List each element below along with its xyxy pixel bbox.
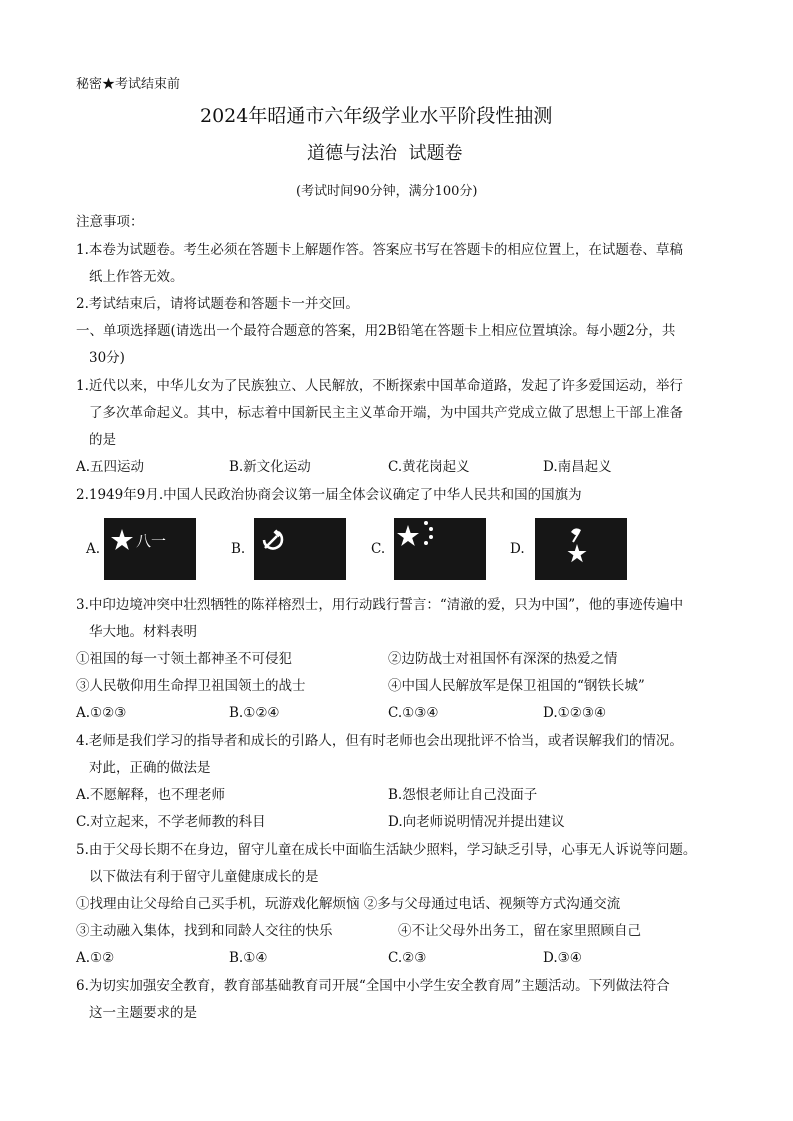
q5-statement-4: ④不让父母外出务工，留在家里照顾自己	[398, 923, 641, 939]
q4-option-b: B.怨恨老师让自己没面子	[388, 787, 538, 803]
q5-option-b: B.①④	[229, 950, 268, 966]
q5-statement-1-2: ①找理由让父母给自己买手机，玩游戏化解烦恼 ②多与父母通过电话、视频等方式沟通交流	[76, 896, 621, 912]
section-1-line-1: 一、单项选择题(请选出一个最符合题意的答案，用2B铅笔在答题卡上相应位置填涂。每小题2分，共	[76, 323, 676, 339]
q2-flag-a-text: 八一	[136, 532, 167, 550]
q2-flag-b-label: B.	[231, 541, 246, 557]
note-1-line-2: 纸上作答无效。	[89, 269, 184, 285]
q1-option-a: A.五四运动	[76, 459, 145, 475]
section-1-line-2: 30分)	[89, 350, 125, 366]
q3-statement-1: ①祖国的每一寸领土都神圣不可侵犯	[76, 651, 292, 667]
q1-line-2: 了多次革命起义。其中，标志着中国新民主主义革命开端，为中国共产党成立做了思想上干部上准备	[89, 405, 683, 421]
q3-option-a: A.①②③	[76, 705, 127, 721]
q4-option-c: C.对立起来，不学老师教的科目	[76, 814, 266, 830]
q4-line-1: 4.老师是我们学习的指导者和成长的引路人，但有时老师也会出现批评不恰当，或者误解我们的情况。	[76, 733, 683, 749]
q1-option-d: D.南昌起义	[543, 459, 612, 475]
q5-statement-3: ③主动融入集体，找到和同龄人交往的快乐	[76, 923, 333, 939]
q6-line-1: 6.为切实加强安全教育，教育部基础教育司开展“全国中小学生安全教育周”主题活动。下列做法符合	[76, 978, 670, 994]
hammer-sickle-flag-icon	[254, 518, 346, 580]
q5-line-1: 5.由于父母长期不在身边，留守儿童在成长中面临生活缺少照料，学习缺乏引导，心事无人诉说等问题。	[76, 842, 697, 858]
q3-option-c: C.①③④	[388, 705, 439, 721]
q5-line-2: 以下做法有利于留守儿童健康成长的是	[89, 869, 319, 885]
five-star-flag-icon	[394, 518, 486, 580]
note-1-line-1: 1.本卷为试题卷。考生必须在答题卡上解题作答。答案应书写在答题卡的相应位置上，在试题卷、草稿	[76, 242, 683, 258]
star-emblem-flag-icon	[535, 518, 627, 580]
q3-line-2: 华大地。材料表明	[89, 624, 197, 640]
notes-heading: 注意事项：	[76, 214, 144, 230]
q3-statement-2: ②边防战士对祖国怀有深深的热爱之情	[388, 651, 618, 667]
q1-line-1: 1.近代以来，中华儿女为了民族独立、人民解放，不断探索中国革命道路，发起了许多爱国运动，举行	[76, 378, 683, 394]
q4-option-a: A.不愿解释，也不理老师	[76, 787, 226, 803]
q5-option-a: A.①②	[76, 950, 115, 966]
exam-time-note: (考试时间90分钟，满分100分)	[296, 184, 478, 199]
q3-statement-3: ③人民敬仰用生命捍卫祖国领土的战士	[76, 678, 306, 694]
q4-option-d: D.向老师说明情况并提出建议	[388, 814, 565, 830]
q3-statement-4: ④中国人民解放军是保卫祖国的“钢铁长城”	[388, 678, 645, 694]
q1-line-3: 的是	[89, 432, 116, 448]
q1-option-c: C.黄花岗起义	[388, 459, 470, 475]
q3-option-b: B.①②④	[229, 705, 280, 721]
note-2: 2.考试结束后，请将试题卷和答题卡一并交回。	[76, 296, 359, 312]
q2-flag-c-label: C.	[371, 541, 386, 557]
q5-option-d: D.③④	[543, 950, 582, 966]
q1-option-b: B.新文化运动	[229, 459, 311, 475]
q5-option-c: C.②③	[388, 950, 427, 966]
q2-line-1: 2.1949年9月.中国人民政治协商会议第一届全体会议确定了中华人民共和国的国旗为	[76, 487, 582, 503]
exam-subtitle: 道德与法治 试题卷	[307, 143, 463, 164]
q3-line-1: 3.中印边境冲突中壮烈牺牲的陈祥榕烈士，用行动践行誓言：“清澈的爱，只为中国”，他的事迹传遍中	[76, 597, 684, 613]
q2-flag-d-label: D.	[510, 541, 525, 557]
star-bayi-flag-icon	[104, 518, 196, 580]
q4-line-2: 对此，正确的做法是	[89, 760, 211, 776]
q3-option-d: D.①②③④	[543, 705, 607, 721]
q2-flag-a-label: A.	[86, 541, 101, 557]
secret-note: 秘密★考试结束前	[76, 77, 181, 92]
q6-line-2: 这一主题要求的是	[89, 1005, 197, 1021]
exam-title: 2024年昭通市六年级学业水平阶段性抽测	[200, 105, 553, 127]
